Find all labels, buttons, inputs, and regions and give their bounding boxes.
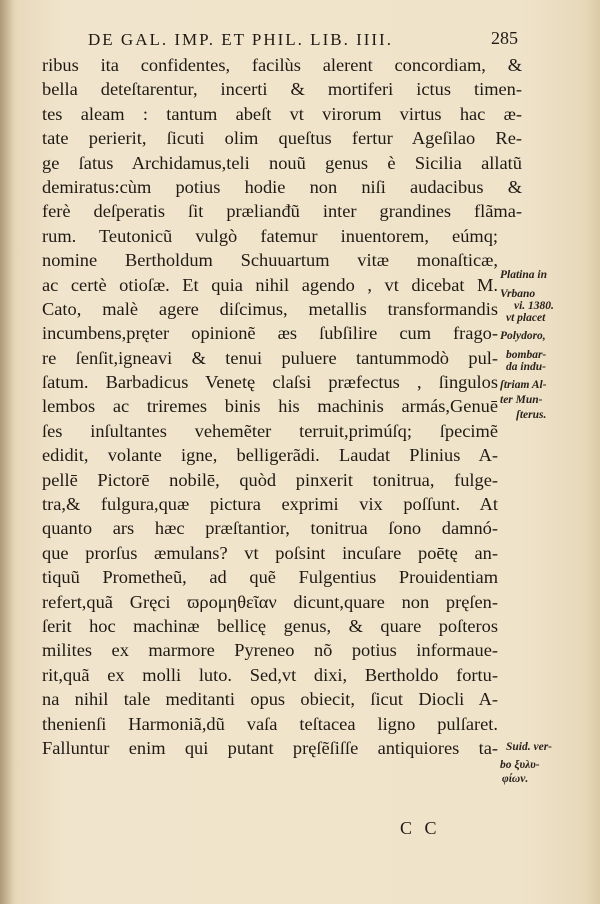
text-line: ribus ita confidentes, facilùs alerent concordiam, & bbox=[42, 55, 522, 75]
margin-note: vi. 1380. bbox=[514, 300, 554, 312]
margin-note: Polydoro, bbox=[500, 330, 546, 342]
text-line: milites ex marmore Pyreneo nõ potius informaue- bbox=[42, 640, 498, 661]
text-line: rit,quã ex molli luto. Sed,vt dixi, Bertholdo fortu- bbox=[42, 664, 498, 685]
margin-note: bombar- bbox=[506, 349, 547, 361]
text-line: que prorſus æmulans? vt poſsint incuſare poētę an- bbox=[42, 542, 498, 563]
text-line: nomine Bertholdum Schuuartum vitæ monaſticæ, bbox=[42, 250, 498, 271]
margin-note: da indu- bbox=[506, 361, 546, 373]
text-line: bella deteſtarentur, incerti & mortiferi ictus timen- bbox=[42, 79, 522, 100]
text-line: lembos ac triremes binis his machinis armás,Genuē bbox=[42, 396, 498, 417]
margin-note: ſtriam Al- bbox=[500, 379, 547, 391]
running-header bbox=[88, 30, 518, 50]
text-line: ſatum. Barbadicus Venetę claſsi præfectus , ſingulos bbox=[42, 372, 498, 393]
page-number: 285 bbox=[491, 28, 518, 48]
text-line: thenienſi Harmoniã,dũ vaſa teſtacea ligno pulſaret. bbox=[42, 713, 498, 734]
text-line: re ſenſit,igneavi & tenui puluere tantummodò pul- bbox=[42, 347, 498, 368]
margin-note: Vrbano bbox=[500, 288, 536, 300]
text-line: tiquũ Prometheũ, ad quẽ Fulgentius Prouidentiam bbox=[42, 567, 498, 588]
text-line: quanto ars hæc præſtantior, tonitrua ſono damnó- bbox=[42, 518, 498, 539]
margin-note: ter Mun- bbox=[500, 394, 543, 406]
signature-mark: C C bbox=[400, 818, 441, 838]
text-line: ſerit hoc machinæ bellicę genus, & quare poſteros bbox=[42, 615, 498, 636]
text-line: demiratus:cùm potius hodie non niſi audacibus & bbox=[42, 176, 522, 197]
margin-note: vt placet bbox=[506, 312, 546, 324]
text-line: refert,quã Gręci ϖρομηθεῖαν dicunt,quare non pręſen- bbox=[42, 591, 498, 612]
text-line: Falluntur enim qui putant pręſẽſiſſe antiquiores ta- bbox=[42, 737, 498, 758]
text-line: ſes inſultantes vehemẽter terruit,primúſq; ſpecimẽ bbox=[42, 420, 498, 441]
margin-note: ſterus. bbox=[516, 409, 547, 421]
text-line: edidit, volante igne, belligerãdi. Laudat Plinius A- bbox=[42, 445, 498, 466]
text-line: Cato, malè agere diſcimus, metallis transformandis bbox=[42, 298, 498, 319]
text-line: tra,& fulgura,quæ pictura exprimi vix poſſunt. At bbox=[42, 494, 498, 515]
text-line: pellē Pictorē nobilē, quòd pinxerit tonitrua, fulge- bbox=[42, 469, 498, 490]
text-line: ferè deſperatis ſit prælianđũ inter grandines flãma- bbox=[42, 201, 522, 222]
text-line: ac certè otioſæ. Et quia nihil agendo , vt dicebat M. bbox=[42, 274, 498, 295]
margin-note: Platina in bbox=[500, 269, 547, 281]
text-line: ge ſatus Archidamus,teli nouũ genus è Sicilia allatũ bbox=[42, 152, 522, 173]
margin-note: Suid. ver- bbox=[506, 741, 552, 753]
text-line: tes aleam : tantum abeſt vt virorum virtus hac æ- bbox=[42, 103, 522, 124]
margin-note: bo ξυλυ- bbox=[500, 759, 540, 771]
running-title: DE GAL. IMP. ET PHIL. LIB. IIII. bbox=[88, 30, 393, 49]
text-line: na nihil tale meditanti opus obiecit, ſicut Diocli A- bbox=[42, 689, 498, 710]
text-line: tate perierit, ſicuti olim queſtus fertur Ageſilao Re- bbox=[42, 128, 522, 149]
text-line: incumbens,pręter opinionẽ æs ſubſilire cum frago- bbox=[42, 323, 498, 344]
gutter-shadow bbox=[0, 0, 14, 904]
body-text bbox=[42, 53, 522, 760]
text-line: rum. Teutonicũ vulgò fatemur inuentorem, eúmq; bbox=[42, 225, 498, 246]
margin-note: φίων. bbox=[502, 773, 529, 785]
